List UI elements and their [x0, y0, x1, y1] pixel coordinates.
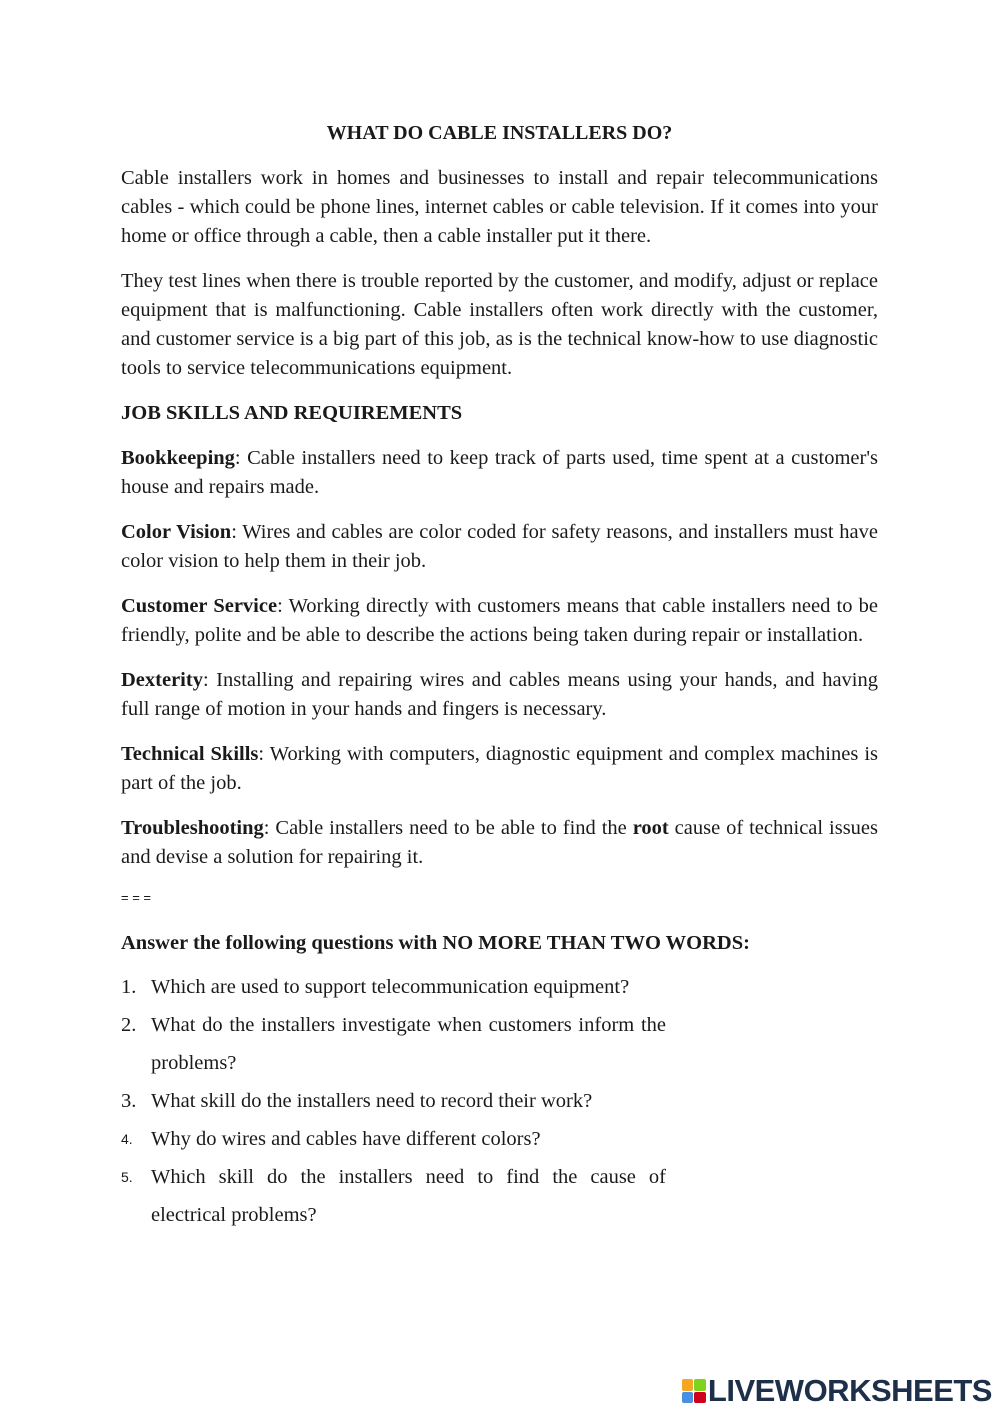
intro-paragraph-1: Cable installers work in homes and businesses to install and repair telecommunications cables - which could be phone lines, internet cables or cable television. If it comes into your home or office through a cable, then a cable installer put it there. — [121, 167, 878, 247]
question-text: Which are used to support telecommunication equipment? — [151, 976, 630, 998]
liveworksheets-logo[interactable] — [682, 1373, 992, 1409]
skill-bookkeeping — [121, 444, 878, 502]
question-item — [121, 1006, 666, 1082]
skill-description-end: cause of technical issues and devise a solution for repairing it. — [121, 817, 878, 868]
intro-paragraph-2: They test lines when there is trouble reported by the customer, and modify, adjust or replace equipment that is malfunctioning. Cable installers often work directly with the customer, and customer service is a big part of this job, as is the technical know-how to use diagnostic tools to service telecommunications equipment. — [121, 270, 878, 379]
skill-name: Color Vision — [121, 521, 232, 543]
question-text: Which skill do the installers need to find the cause of electrical problems? — [151, 1166, 666, 1226]
skill-description: : Working with computers, diagnostic equipment and complex machines is part of the job. — [121, 743, 878, 794]
skill-technical-skills — [121, 740, 878, 798]
skill-description: : Working directly with customers means that cable installers need to be friendly, polite and be able to describe the actions being taken during repair or installation. — [121, 595, 879, 646]
question-number: 4. — [121, 1131, 133, 1147]
skill-description: : Cable installers need to keep track of parts used, time spent at a customer's house and repairs made. — [121, 447, 878, 498]
question-item — [121, 1120, 666, 1158]
section-separator: = = = — [121, 890, 151, 905]
question-number: 5. — [121, 1169, 133, 1185]
skill-dexterity — [121, 666, 878, 724]
document-title: WHAT DO CABLE INSTALLERS DO? — [326, 122, 673, 144]
skill-description: : Wires and cables are color coded for safety reasons, and installers must have color vision to help them in their job. — [121, 521, 879, 572]
question-list — [121, 968, 666, 1234]
question-text: Why do wires and cables have different colors? — [151, 1128, 541, 1150]
question-number: 1. — [121, 976, 137, 998]
question-text: What do the installers investigate when customers inform the problems? — [151, 1014, 666, 1074]
question-text: What skill do the installers need to record their work? — [151, 1090, 593, 1112]
skill-name: Dexterity — [121, 669, 203, 691]
skill-color-vision — [121, 518, 878, 576]
liveworksheets-logo-icon — [682, 1379, 706, 1403]
section-title: JOB SKILLS AND REQUIREMENTS — [121, 402, 463, 424]
logo-text: LIVEWORKSHEETS — [707, 1373, 992, 1408]
skill-troubleshooting — [121, 814, 878, 872]
skill-name: Bookkeeping — [121, 447, 235, 469]
question-number: 2. — [121, 1014, 137, 1036]
emphasis-word: root — [632, 817, 669, 839]
question-number: 3. — [121, 1090, 137, 1112]
skill-description: : Cable installers need to be able to find the — [263, 817, 633, 839]
skill-name: Customer Service — [121, 595, 278, 617]
question-item — [121, 968, 666, 1006]
question-item — [121, 1082, 666, 1120]
skill-description: : Installing and repairing wires and cables means using your hands, and having full range of motion in your hands and fingers is necessary. — [121, 669, 878, 720]
question-instructions: Answer the following questions with NO MORE THAN TWO WORDS: — [121, 932, 750, 954]
skill-name: Technical Skills — [121, 743, 259, 765]
skill-customer-service — [121, 592, 878, 650]
worksheet-page — [121, 118, 878, 1234]
question-item — [121, 1158, 666, 1234]
skill-name: Troubleshooting — [121, 817, 264, 839]
